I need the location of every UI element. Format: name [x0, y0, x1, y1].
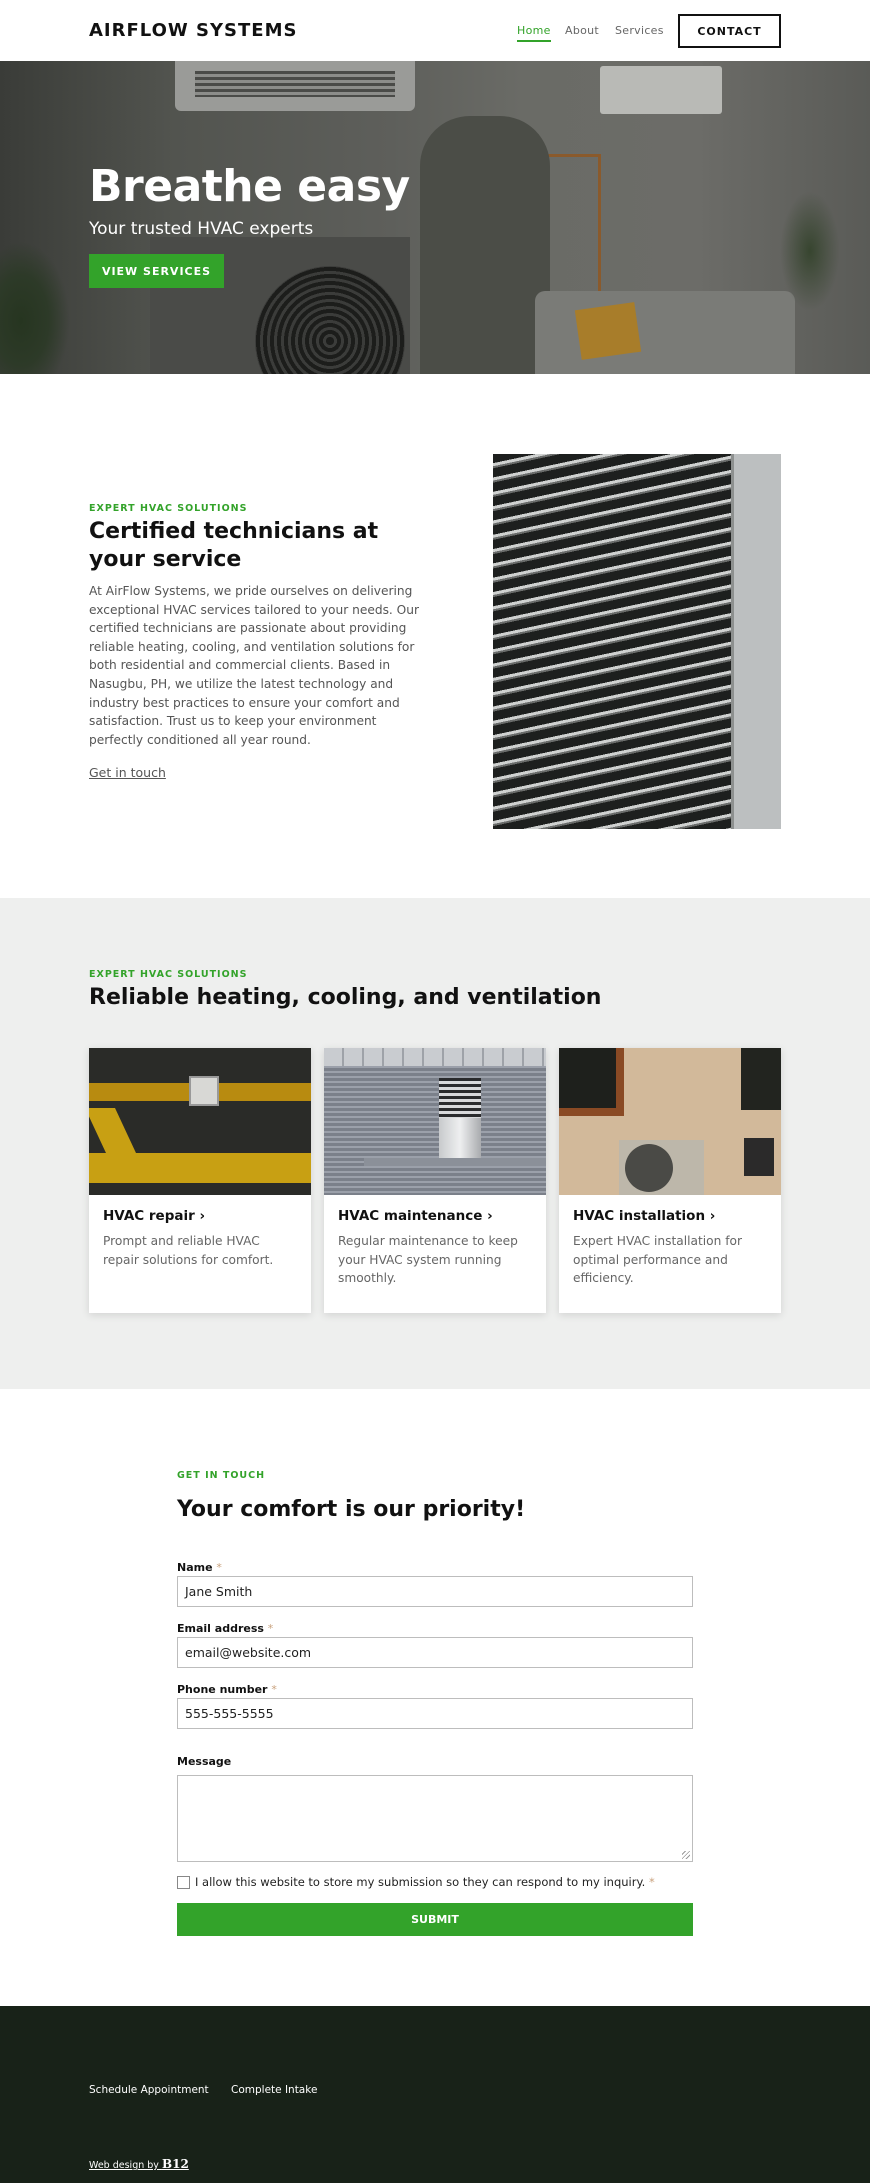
outdoor-unit-fan: [625, 1144, 673, 1192]
card-description: Expert HVAC installation for optimal performance and efficiency.: [573, 1234, 742, 1286]
phone-field[interactable]: 555-555-5555: [177, 1698, 693, 1729]
vent-cap: [439, 1078, 481, 1118]
service-card-maintenance[interactable]: [324, 1048, 546, 1313]
site-footer: [0, 2006, 870, 2183]
name-label: Name *: [177, 1561, 222, 1574]
required-mark: *: [267, 1622, 274, 1635]
message-label: Message: [177, 1755, 232, 1768]
card-title: HVAC maintenance ›: [338, 1208, 493, 1224]
chevron-right-icon: ›: [199, 1208, 206, 1224]
site-header: [0, 0, 870, 61]
consent-checkbox[interactable]: [177, 1876, 190, 1889]
services-title: Reliable heating, cooling, and ventilation: [89, 985, 602, 1010]
hanging-cloth: [744, 1138, 774, 1176]
hero-ac-unit-small: [600, 66, 722, 114]
hero-plant: [0, 241, 70, 374]
hero-pillow: [575, 302, 641, 360]
chevron-right-icon: ›: [487, 1208, 493, 1224]
hero-subtitle: Your trusted HVAC experts: [89, 219, 314, 239]
message-textarea[interactable]: [177, 1775, 693, 1862]
about-body: At AirFlow Systems, we pride ourselves on delivering exceptional HVAC services tailored to your needs. Our certified technicians are passionate about providing reliable heating, cooling, and ventilation solutions for both residential and commercial clients. Based in Nasugbu, PH, we utilize the latest technology and industry best practices to ensure your comfort and satisfaction. Trust us to keep your environment perfectly conditioned all year round.: [89, 584, 419, 747]
hero-technician: [420, 116, 550, 374]
services-eyebrow: EXPERT HVAC SOLUTIONS: [89, 969, 248, 980]
contact-eyebrow: GET IN TOUCH: [177, 1470, 266, 1481]
roof-ledge: [364, 1158, 546, 1166]
card-description: Prompt and reliable HVAC repair solutions for comfort.: [103, 1234, 274, 1267]
contact-button[interactable]: CONTACT: [678, 14, 781, 48]
resize-grip-icon[interactable]: [682, 1851, 690, 1859]
email-label: Email address *: [177, 1622, 274, 1635]
complete-intake-link[interactable]: Complete Intake: [231, 2084, 318, 2096]
ceiling-tiles: [324, 1048, 546, 1066]
window-left: [559, 1048, 624, 1116]
duct-pipe: [89, 1153, 311, 1183]
name-field[interactable]: Jane Smith: [177, 1576, 693, 1607]
site-logo[interactable]: AIRFLOW SYSTEMS: [89, 20, 298, 41]
get-in-touch-link[interactable]: Get in touch: [89, 765, 166, 780]
about-eyebrow: EXPERT HVAC SOLUTIONS: [89, 503, 248, 514]
view-services-button[interactable]: VIEW SERVICES: [89, 254, 224, 288]
louver-image: [493, 454, 781, 829]
about-title: Certified technicians at your service: [89, 519, 379, 572]
submit-button[interactable]: SUBMIT: [177, 1903, 693, 1936]
chevron-right-icon: ›: [709, 1208, 716, 1224]
required-mark: *: [271, 1683, 277, 1696]
ceiling-vent: [189, 1076, 219, 1106]
contact-title: Your comfort is our priority!: [177, 1497, 526, 1522]
card-title: HVAC repair ›: [103, 1208, 206, 1224]
hero-title: Breathe easy: [89, 161, 410, 212]
window-right: [741, 1048, 781, 1110]
service-card-installation[interactable]: [559, 1048, 781, 1313]
card-title: HVAC installation ›: [573, 1208, 716, 1224]
nav-services[interactable]: Services: [615, 24, 664, 37]
email-field[interactable]: email@website.com: [177, 1637, 693, 1668]
hero-ac-unit: [175, 61, 415, 111]
hero-plant-right: [780, 191, 840, 311]
service-card-repair[interactable]: [89, 1048, 311, 1313]
nav-home[interactable]: Home: [517, 24, 551, 42]
repair-image: [89, 1048, 311, 1195]
b12-logo: B12: [161, 2157, 189, 2171]
schedule-appointment-link[interactable]: Schedule Appointment: [89, 2084, 209, 2096]
louver-slats: [493, 454, 731, 829]
hero-sofa: [535, 291, 795, 374]
installation-image: [559, 1048, 781, 1195]
card-description: Regular maintenance to keep your HVAC system running smoothly.: [338, 1234, 518, 1286]
hero-section: [0, 61, 870, 374]
hero-picture-frame: [543, 154, 601, 304]
nav-about[interactable]: About: [565, 24, 600, 37]
louver-wall: [731, 454, 781, 829]
required-mark: *: [648, 1875, 655, 1889]
required-mark: *: [216, 1561, 222, 1574]
maintenance-image: [324, 1048, 546, 1195]
consent-label: I allow this website to store my submission so they can respond to my inquiry. *: [195, 1875, 655, 1889]
phone-label: Phone number *: [177, 1683, 277, 1696]
web-design-credit-link[interactable]: Web design by B12: [89, 2157, 189, 2171]
